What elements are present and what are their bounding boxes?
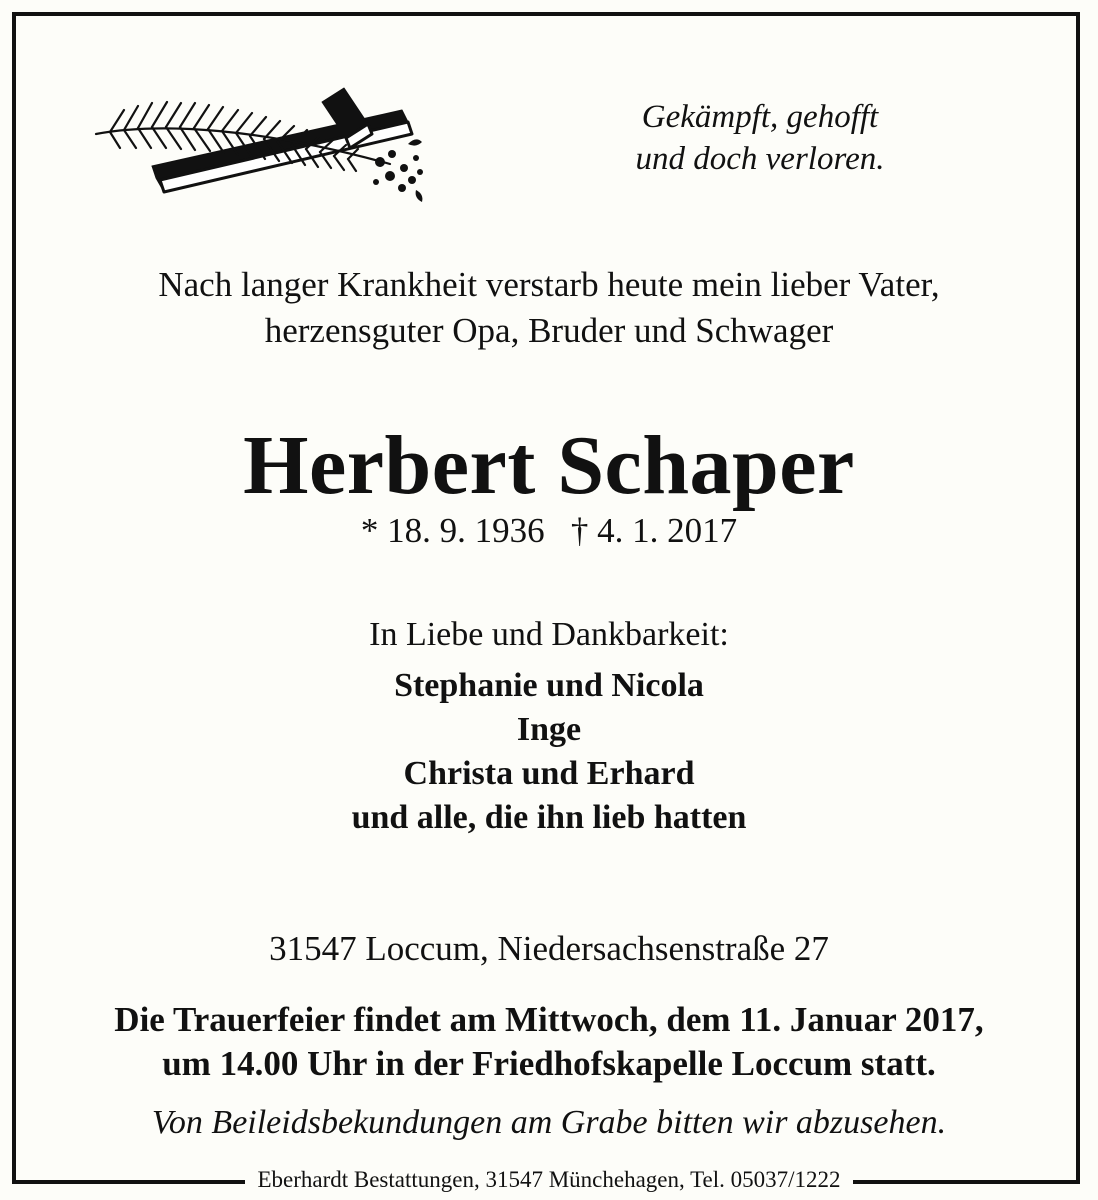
intro-line-2: herzensguter Opa, Bruder und Schwager	[264, 311, 834, 350]
motto-line-2: und doch verloren.	[635, 141, 885, 177]
dedication-heading: In Liebe und Dankbarkeit:	[369, 616, 729, 653]
cross-with-palm-branch-icon	[90, 82, 430, 202]
funeral-home-info: Eberhardt Bestattungen, 31547 Münchehagen, Tel. 05037/1222	[245, 1164, 852, 1196]
mourner-list	[0, 664, 1098, 840]
mourner-name: Stephanie und Nicola	[394, 667, 704, 704]
mourner-name: und alle, die ihn lieb hatten	[351, 799, 747, 836]
mourner-name: Christa und Erhard	[403, 755, 695, 792]
ceremony-announcement	[0, 998, 1098, 1086]
motto-line-1: Gekämpft, gehofft	[641, 99, 879, 135]
ceremony-line-2: um 14.00 Uhr in der Friedhofskapelle Loccum statt.	[162, 1044, 936, 1083]
funeral-home-footer	[0, 1164, 1098, 1196]
intro-line-1: Nach langer Krankheit verstarb heute mein lieber Vater,	[158, 265, 940, 304]
life-dates: * 18. 9. 1936 † 4. 1. 2017	[360, 511, 738, 550]
deceased-name: Herbert Schaper	[243, 419, 855, 512]
mourner-name: Inge	[516, 711, 582, 748]
condolence-request: Von Beileidsbekundungen am Grabe bitten wir abzusehen.	[151, 1104, 947, 1141]
motto	[560, 96, 960, 180]
intro-text	[0, 262, 1098, 354]
address: 31547 Loccum, Niedersachsenstraße 27	[269, 929, 829, 968]
ceremony-line-1: Die Trauerfeier findet am Mittwoch, dem 11. Januar 2017,	[114, 1000, 984, 1039]
